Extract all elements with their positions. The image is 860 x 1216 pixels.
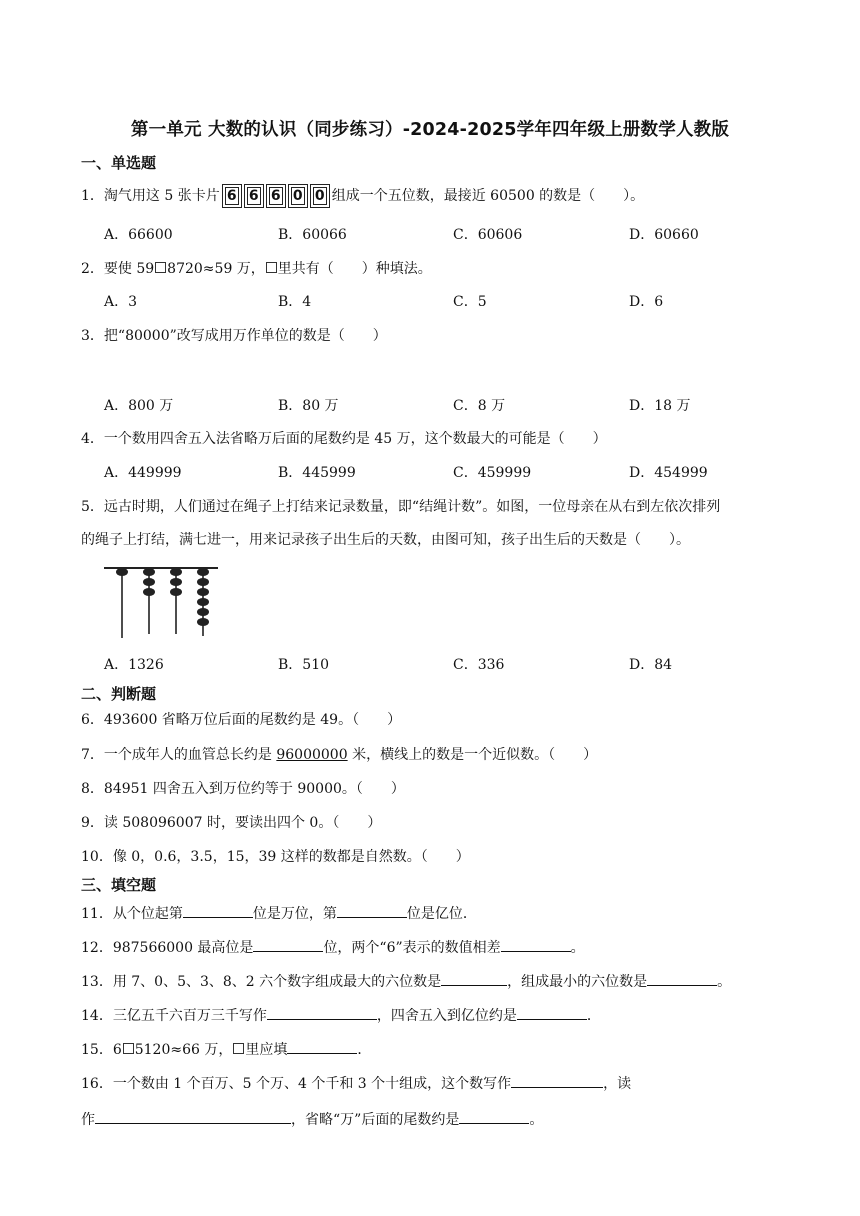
rope-knot [170,568,182,576]
question-16-line-2: 作 ，省略“万”后面的尾数约是 。 [81,1108,543,1130]
question-8: 8．84951 四舍五入到万位约等于 90000。（ ） [81,781,405,797]
answer-blank[interactable] [647,970,717,986]
question-16-line-1: 16．一个数由 1 个百万、5 个万、4 个千和 3 个十组成，这个数写作 ，读 [81,1072,631,1094]
question-13: 13．用 7、0、5、3、8、2 六个数字组成最大的六位数是 ，组成最小的六位数是 。 [81,970,731,992]
rope-knot [197,608,209,616]
rope-knot [143,578,155,586]
question-15: 15．6 5120≈66 万， 里应填 ． [81,1038,371,1060]
digit-card: 6 [244,184,264,208]
q1-option-b: B．60066 [278,227,347,243]
question-4: 4．一个数用四舍五入法省略万后面的尾数约是 45 万，这个数最大的可能是（ ） [81,431,607,447]
question-5-line-1: 5．远古时期，人们通过在绳子上打结来记录数量，即“结绳计数”。如图，一位母亲在从右到左依次排列 [81,499,721,515]
blank-box-icon [123,1043,134,1054]
answer-blank[interactable] [183,902,253,918]
question-2: 2．要使 59 8720≈59 万， 里共有（ ）种填法。 [81,261,432,277]
digit-card: 6 [222,184,242,208]
underlined-number: 96000000 [276,747,348,763]
blank-box-icon [233,1043,244,1054]
knotted-rope-figure [104,564,224,644]
question-12: 12．987566000 最高位是 位，两个“6”表示的数值相差 。 [81,936,585,958]
question-6: 6．493600 省略万位后面的尾数约是 49。（ ） [81,712,402,728]
question-11: 11．从个位起第 位是万位，第 位是亿位． [81,902,477,924]
q2-option-b: B．4 [278,294,312,310]
question-1 [81,184,644,208]
q5-option-d: D．84 [629,657,673,673]
answer-blank[interactable] [459,1108,529,1124]
q1-option-d: D．60660 [629,227,699,243]
q2-option-a: A．3 [104,294,138,310]
q3-option-c: C．8 万 [453,398,506,414]
answer-blank[interactable] [253,936,323,952]
rope-knot [170,588,182,596]
page-title: 第一单元 大数的认识（同步练习）-2024-2025学年四年级上册数学人教版 [130,120,730,140]
q3-option-a: A．800 万 [104,398,174,414]
q1-option-c: C．60606 [453,227,523,243]
digit-card: 0 [288,184,308,208]
rope-knot [197,618,209,626]
section-heading-single-choice: 一、单选题 [81,154,157,172]
question-10: 10．像 0，0.6，3.5，15，39 这样的数都是自然数。（ ） [81,849,470,865]
rope-knot [170,578,182,586]
blank-box-icon [266,262,277,273]
q2-option-c: C．5 [453,294,487,310]
answer-blank[interactable] [267,1004,377,1020]
rope-knot [116,568,128,576]
q1-suffix: 组成一个五位数，最接近 60500 的数是（ ）。 [331,188,645,204]
q3-option-b: B．80 万 [278,398,339,414]
q4-option-b: B．445999 [278,465,356,481]
q4-option-a: A．449999 [104,465,182,481]
q1-number: 1． [81,188,104,204]
q4-option-c: C．459999 [453,465,532,481]
q2-option-d: D．6 [629,294,664,310]
q4-option-d: D．454999 [629,465,708,481]
answer-blank[interactable] [517,1004,587,1020]
q5-option-b: B．510 [278,657,330,673]
answer-blank[interactable] [337,902,407,918]
digit-cards [222,184,330,208]
answer-blank[interactable] [501,936,571,952]
digit-card: 6 [266,184,286,208]
question-3: 3．把“80000”改写成用万作单位的数是（ ） [81,328,387,344]
answer-blank[interactable] [95,1108,291,1124]
answer-blank[interactable] [287,1038,357,1054]
rope-knot [197,598,209,606]
blank-box-icon [155,262,166,273]
q1-prefix: 淘气用这 5 张卡片 [103,188,220,204]
question-9: 9．读 508096007 时，要读出四个 0。（ ） [81,815,382,831]
question-5-line-2: 的绳子上打结，满七进一，用来记录孩子出生后的天数，由图可知，孩子出生后的天数是（ ）。 [81,532,690,548]
digit-card: 0 [310,184,330,208]
question-14: 14．三亿五千六百万三千写作 ，四舍五入到亿位约是 ． [81,1004,601,1026]
rope-knot [197,568,209,576]
rope-knot [143,588,155,596]
section-heading-true-false: 二、判断题 [81,685,157,703]
rope-knot [197,588,209,596]
answer-blank[interactable] [441,970,507,986]
rope-knot [197,578,209,586]
q5-option-c: C．336 [453,657,505,673]
q1-option-a: A．66600 [104,227,173,243]
q5-option-a: A．1326 [104,657,164,673]
rope-knot [143,568,155,576]
section-heading-fill-blank: 三、填空题 [81,876,157,894]
q3-option-d: D．18 万 [629,398,691,414]
answer-blank[interactable] [511,1072,603,1088]
question-7: 7．一个成年人的血管总长约是 96000000 米，横线上的数是一个近似数。（ ） [81,747,598,763]
